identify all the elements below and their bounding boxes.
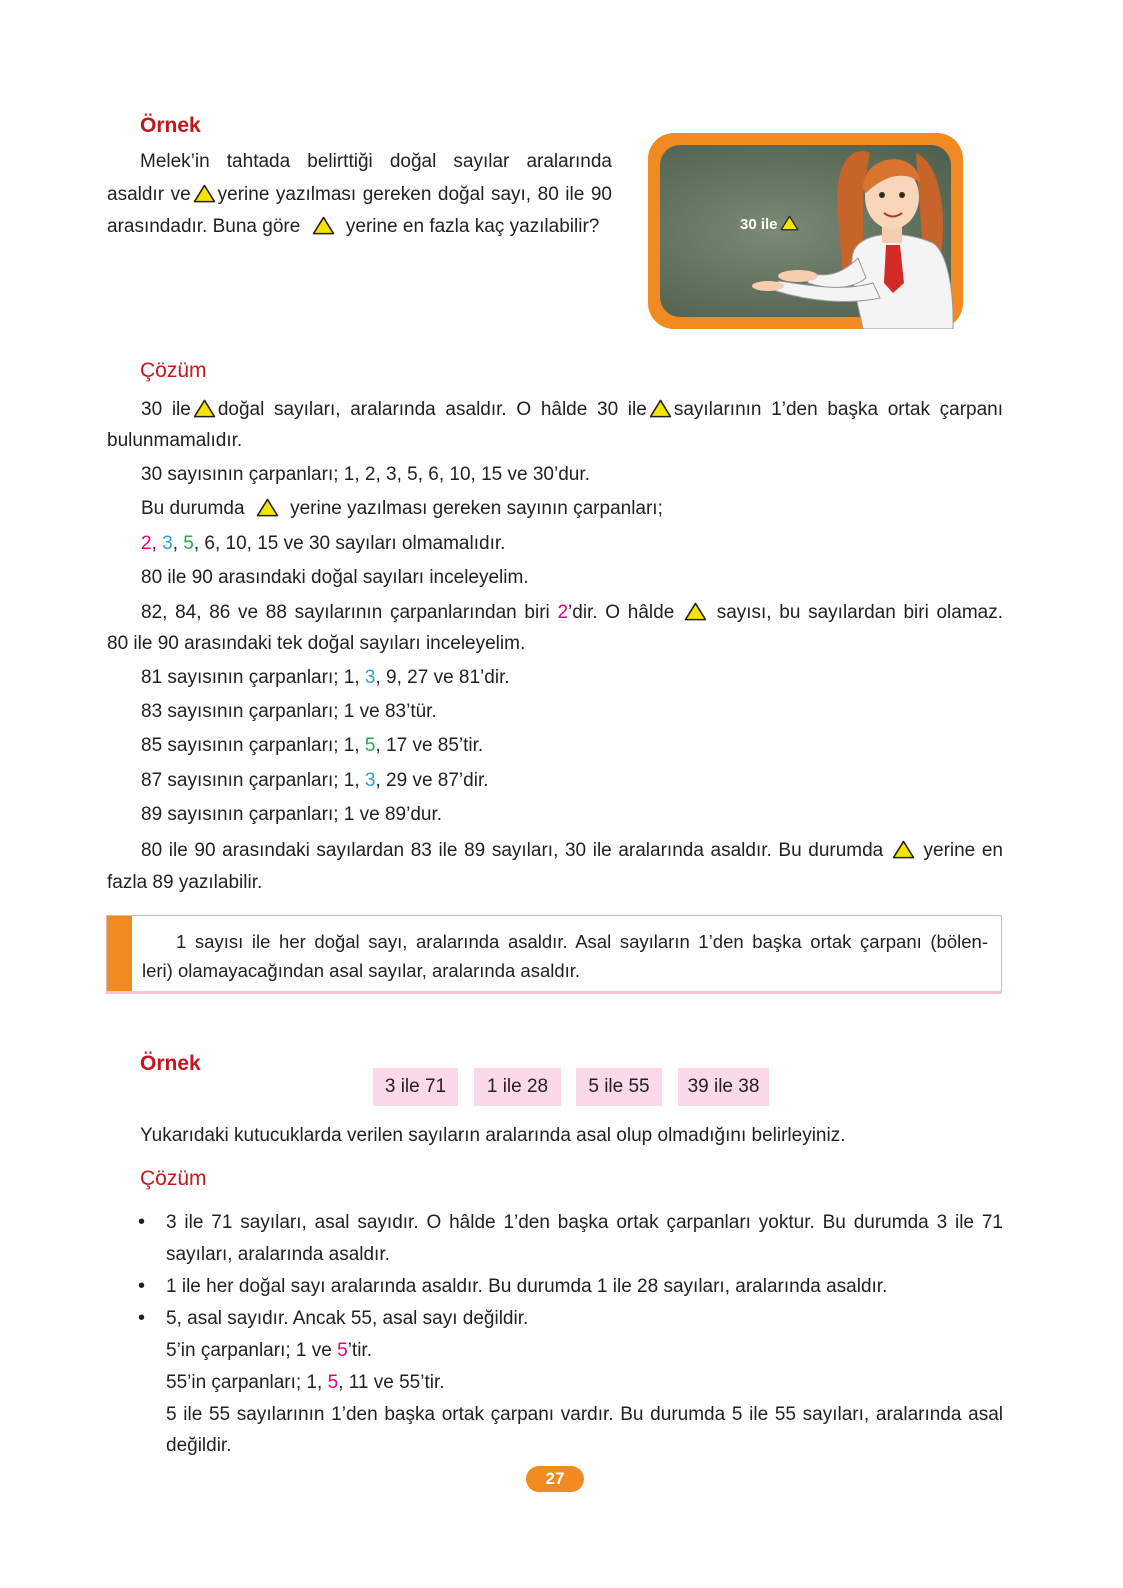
number-pair-box: 1 ile 28	[474, 1068, 561, 1106]
bullet-text-line: 1 ile her doğal sayı aralarında asaldır. Bu durumda 1 ile 28 sayıları, aralarında asaldır.	[166, 1276, 888, 1297]
bullet-icon: •	[138, 1307, 146, 1329]
solution-text-line: 80 ile 90 arasındaki sayılardan 83 ile 89 sayıları, 30 ile aralarında asaldır. Bu durumda yerine en	[141, 840, 1004, 861]
factor-line: 89 sayısının çarpanları; 1 ve 89’dur.	[141, 804, 443, 825]
bullet-icon: •	[138, 1211, 146, 1233]
factor-line: 83 sayısının çarpanları; 1 ve 83’tür.	[141, 701, 437, 722]
solution-title: Çözüm	[140, 1167, 207, 1190]
bullet-text-line: 55’in çarpanları; 1, 5, 11 ve 55’tir.	[166, 1372, 445, 1393]
yellow-triangle-icon	[649, 399, 672, 418]
bullet-icon: •	[138, 1275, 146, 1297]
number-pair-box: 5 ile 55	[576, 1068, 662, 1106]
solution-text-line: Bu durumda yerine yazılması gereken sayının çarpanları;	[141, 498, 663, 519]
yellow-triangle-icon	[892, 840, 915, 859]
blackboard-text: 30 ile	[740, 215, 801, 233]
solution-text-line: bulunmamalıdır.	[107, 430, 243, 451]
note-text-line: leri) olamayacağından asal sayılar, aralarında asaldır.	[142, 960, 581, 981]
solution-text-line: 30 ile doğal sayıları, aralarında asaldır. O hâlde 30 ile sayılarının 1’den başka ortak çarpanı	[141, 399, 1004, 420]
example-title: Örnek	[140, 1052, 201, 1075]
solution-text-line: 30 sayısının çarpanları; 1, 2, 3, 5, 6, 10, 15 ve 30’dur.	[141, 464, 590, 485]
yellow-triangle-icon	[684, 602, 707, 621]
yellow-triangle-icon	[312, 216, 335, 235]
note-underline	[106, 991, 1002, 994]
yellow-triangle-icon	[193, 184, 216, 203]
solution-text-line: 2, 3, 5, 6, 10, 15 ve 30 sayıları olmamalıdır.	[141, 533, 506, 554]
bullet-text-line: 3 ile 71 sayıları, asal sayıdır. O hâlde 1’den başka ortak çarpanları yoktur. Bu durumda 3 ile 71	[166, 1212, 1003, 1233]
solution-text-line: 80 ile 90 arasındaki doğal sayıları inceleyelim.	[141, 567, 529, 588]
number-pair-box: 3 ile 71	[373, 1068, 458, 1106]
factor-line: 87 sayısının çarpanları; 1, 3, 29 ve 87’dir.	[141, 770, 489, 791]
example-question: Yukarıdaki kutucuklarda verilen sayıların aralarında asal olup olmadığını belirleyiniz.	[140, 1125, 846, 1146]
solution-text-line: fazla 89 yazılabilir.	[107, 872, 263, 893]
note-accent-bar	[107, 916, 132, 992]
yellow-triangle-icon	[193, 399, 216, 418]
page-number: 27	[526, 1466, 584, 1492]
bullet-text-line: 5, asal sayıdır. Ancak 55, asal sayı değildir.	[166, 1308, 529, 1329]
girl-illustration	[648, 133, 963, 329]
example-title: Örnek	[140, 114, 201, 137]
example-text-line: asaldır ve yerine yazılması gereken doğal sayı, 80 ile 90	[107, 184, 612, 205]
example-text-line: Melek’in tahtada belirttiği doğal sayılar aralarında	[140, 151, 612, 172]
factor-line: 85 sayısının çarpanları; 1, 5, 17 ve 85’tir.	[141, 735, 484, 756]
factor-line: 81 sayısının çarpanları; 1, 3, 9, 27 ve 81’dir.	[141, 667, 510, 688]
solution-text-line: 80 ile 90 arasındaki tek doğal sayıları inceleyelim.	[107, 633, 526, 654]
bullet-text-line: 5 ile 55 sayılarının 1’den başka ortak çarpanı vardır. Bu durumda 5 ile 55 sayıları, aralarında asal	[166, 1404, 1003, 1425]
note-text-line: 1 sayısı ile her doğal sayı, aralarında asaldır. Asal sayıların 1’den başka ortak çarpanı (bölen-	[176, 931, 988, 952]
solution-text-line: 82, 84, 86 ve 88 sayılarının çarpanlarından biri 2’dir. O hâlde sayısı, bu sayılardan biri olamaz.	[141, 602, 1004, 623]
solution-title: Çözüm	[140, 359, 207, 382]
example-text-line: arasındadır. Buna göre yerine en fazla kaç yazılabilir?	[107, 216, 600, 237]
blackboard-illustration	[648, 133, 963, 329]
yellow-triangle-icon	[256, 498, 279, 517]
info-note-box	[106, 915, 1002, 992]
bullet-text-line: sayıları, aralarında asaldır.	[166, 1244, 390, 1265]
bullet-text-line: 5’in çarpanları; 1 ve 5’tir.	[166, 1340, 372, 1361]
number-pair-box: 39 ile 38	[678, 1068, 769, 1106]
bullet-text-line: değildir.	[166, 1435, 232, 1456]
